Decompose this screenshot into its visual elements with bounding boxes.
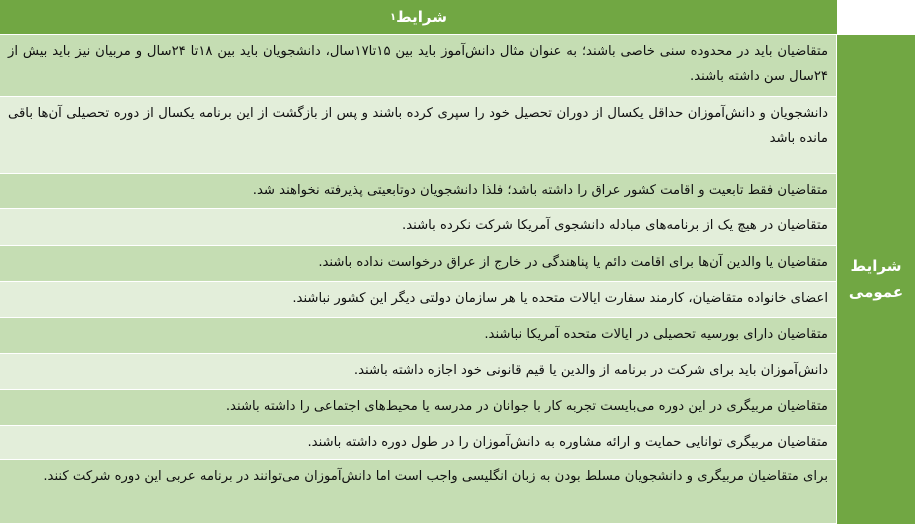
table-row: متقاضیان در هیچ یک از برنامه‌های مبادله دانشجوی آمریکا شرکت نکرده باشند. [0,208,836,245]
category-cell [837,34,915,524]
header-title: شرایط [396,8,448,26]
table-row: متقاضیان فقط تابعیت و اقامت کشور عراق را داشته باشد؛ فلذا دانشجویان دوتابعیتی پذیرفته نخواهند شد. [0,173,836,208]
table-row: اعضای خانواده متقاضیان، کارمند سفارت ایالات متحده یا هر سازمان دولتی دیگر این کشور نباشند. [0,281,836,317]
table-header [0,0,915,34]
table-row: متقاضیان باید در محدوده سنی خاصی باشند؛ به عنوان مثال دانش‌آموز باید بین ۱۵تا۱۷سال، دانشجویان باید بین ۱۸تا ۲۴سال و مربیان نیز باید بیش از ۲۴سال سن داشته باشند. [0,34,836,96]
category-label-line2: عمومی [848,282,904,301]
header-footnote-marker: ۱ [389,11,397,23]
table-row: متقاضیان مربیگری در این دوره می‌بایست تجربه کار با جوانان در مدرسه یا محیط‌های اجتماعی را داشته باشند. [0,389,836,425]
category-label-line1: شرایط [850,257,902,275]
table-row: دانش‌آموزان باید برای شرکت در برنامه از والدین یا قیم قانونی خود اجازه داشته باشند. [0,353,836,389]
table-row: متقاضیان یا والدین آن‌ها برای اقامت دائم یا پناهندگی در خارج از عراق درخواست نداده باشند. [0,245,836,281]
table-row: متقاضیان مربیگری توانایی حمایت و ارائه مشاوره به دانش‌آموزان را در طول دوره داشته باشند. [0,425,836,459]
table-row: برای متقاضیان مربیگری و دانشجویان مسلط بودن به زبان انگلیسی واجب است اما دانش‌آموزان می‌توانند در برنامه عربی این دوره شرکت کنند. [0,459,836,523]
conditions-rows [0,34,836,523]
header-cell [0,0,838,34]
table-row: متقاضیان دارای بورسیه تحصیلی در ایالات متحده آمریکا نباشند. [0,317,836,353]
table-row: دانشجویان و دانش‌آموزان حداقل یکسال از دوران تحصیل خود را سپری کرده باشند و پس از بازگشت از این برنامه یکسال از دوره تحصیلی آن‌ها باقی مانده باشد [0,96,836,173]
